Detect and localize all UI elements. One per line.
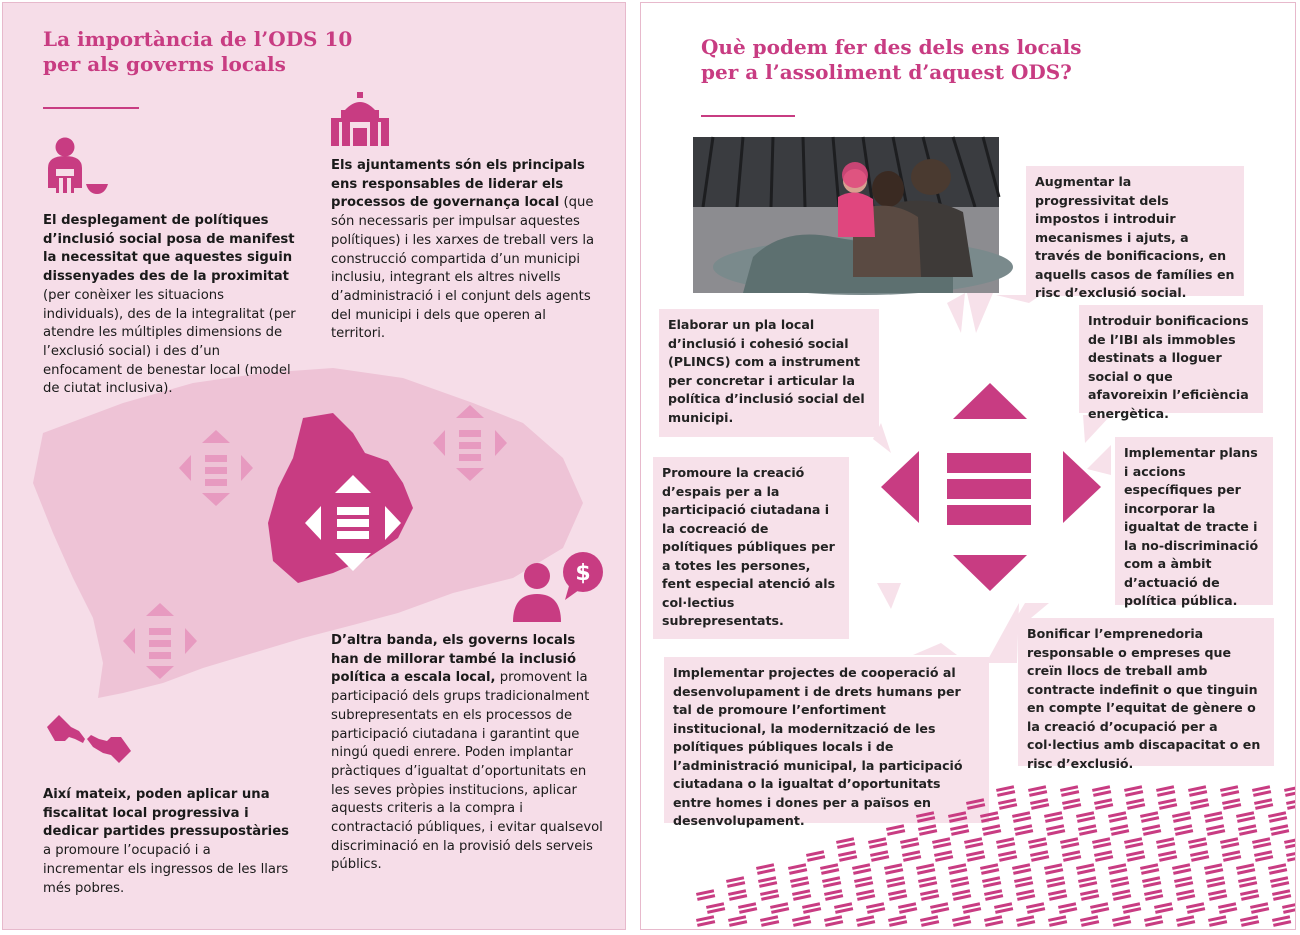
dash-mark: [1030, 850, 1049, 862]
left-block-4: [43, 786, 295, 898]
dash-mark: [920, 889, 939, 901]
dash-mark: [1126, 798, 1145, 810]
dash-mark: [1190, 798, 1209, 810]
dash-mark: [1220, 785, 1239, 797]
left-block-3-rest: promovent la participació dels grups tradicionalment subrepresentats en els processos de participació ciutadana i garantint que ningú quedi enrere. Poden implantar pràctiques d’igualtat d’oportunitats en les seves pròpies institucions, aplicar aquests criteris a la compra i contractació públiques, i evitar qualsevol discriminació en la provisió dels serveis públics.: [331, 670, 603, 873]
action-box-7: [659, 309, 879, 437]
dash-mark: [1058, 902, 1077, 914]
dash-mark: [1046, 824, 1065, 836]
left-title-line1: La importància de l’ODS 10: [43, 27, 353, 51]
dash-mark: [1142, 824, 1161, 836]
dash-mark: [916, 863, 935, 875]
dash-mark: [1014, 876, 1033, 888]
dash-mark: [1092, 785, 1111, 797]
dash-mark: [1026, 902, 1045, 914]
dash-mark: [1172, 863, 1191, 875]
dash-mark: [888, 915, 907, 927]
dash-mark: [918, 824, 937, 836]
dash-mark: [822, 876, 841, 888]
dash-mark: [900, 837, 919, 849]
dash-mark: [996, 785, 1015, 797]
dash-mark: [696, 889, 715, 901]
dash-mark: [1204, 811, 1223, 823]
dash-mark: [1112, 915, 1131, 927]
right-page: [640, 2, 1296, 930]
dash-mark: [1028, 785, 1047, 797]
action-box-6: [653, 457, 849, 639]
dash-mark: [1254, 798, 1273, 810]
dash-mark: [1282, 902, 1296, 914]
dash-mark: [806, 850, 825, 862]
left-title-line2: per als governs locals: [43, 52, 286, 76]
dash-mark: [884, 863, 903, 875]
dash-mark: [790, 876, 809, 888]
dash-mark: [1172, 811, 1191, 823]
dash-mark: [980, 811, 999, 823]
dash-mark: [888, 889, 907, 901]
dash-mark: [1236, 863, 1255, 875]
dash-mark: [952, 915, 971, 927]
dash-mark: [962, 902, 981, 914]
dash-mark: [1122, 902, 1141, 914]
dash-mark: [1236, 811, 1255, 823]
left-block-2-bold: Els ajuntaments són els principals ens responsables de liderar els processos de governança local: [331, 158, 585, 211]
dash-mark: [886, 824, 905, 836]
dash-mark: [932, 837, 951, 849]
dash-mark: [1044, 863, 1063, 875]
action-box-6-text: Promoure la creació d’espais per a la participació ciutadana i la cocreació de polítiques públiques per a totes les persones, fent especial atenció als col·lectius subrepresentats.: [662, 465, 836, 628]
left-block-1-bold: El desplegament de polítiques d’inclusió social posa de manifest la necessitat que aquestes siguin dissenyades des de la proximitat: [43, 213, 295, 285]
dash-mark: [1016, 915, 1035, 927]
dash-mark: [918, 876, 937, 888]
dash-mark: [1268, 863, 1287, 875]
dash-mark: [930, 902, 949, 914]
dash-mark: [1158, 798, 1177, 810]
dash-mark: [788, 863, 807, 875]
left-page: [2, 2, 626, 930]
dash-mark: [1016, 889, 1035, 901]
action-box-3: [1115, 437, 1273, 608]
dash-mark: [1238, 876, 1257, 888]
dash-mark: [1156, 837, 1175, 849]
dash-mark: [1204, 863, 1223, 875]
action-box-4-text: Bonificar l’emprenedoria responsable o empreses que creïn llocs de treball amb contracte indefinit o que tinguin en compte l’equitat de gènere o la creació d’ocupació per a col·lectius amb discapacitat o en risc d’exclusió.: [1027, 626, 1261, 771]
dash-mark: [998, 798, 1017, 810]
dash-mark: [1270, 876, 1289, 888]
dash-mark: [994, 902, 1013, 914]
dash-mark: [820, 863, 839, 875]
dash-mark: [1014, 824, 1033, 836]
dash-mark: [838, 850, 857, 862]
money-symbol: $: [575, 561, 591, 586]
dash-mark: [1076, 811, 1095, 823]
dash-mark: [1286, 850, 1296, 862]
giving-hands-icon: [45, 713, 133, 765]
dash-mark: [902, 850, 921, 862]
dash-mark: [1208, 915, 1227, 927]
dash-mark: [984, 889, 1003, 901]
action-box-1-text: Augmentar la progressivitat dels impostos i introduir mecanismes i ajuts, a través de bonificacions, en aquells casos de famílies en risc d’exclusió social.: [1035, 174, 1235, 300]
dash-mark: [1124, 837, 1143, 849]
dash-mark: [1220, 837, 1239, 849]
dash-mark: [1080, 915, 1099, 927]
dash-mark: [1272, 915, 1291, 927]
dash-mark: [1094, 850, 1113, 862]
dash-mark: [1090, 902, 1109, 914]
dash-mark: [948, 863, 967, 875]
dash-mark: [1076, 863, 1095, 875]
dash-mark: [1048, 889, 1067, 901]
dash-mark: [856, 889, 875, 901]
dash-mark: [1044, 811, 1063, 823]
dash-mark: [1176, 915, 1195, 927]
dash-mark: [834, 902, 853, 914]
dash-mark: [916, 811, 935, 823]
dash-mark: [952, 889, 971, 901]
dash-mark: [1062, 850, 1081, 862]
action-box-4: [1018, 618, 1274, 771]
dash-mark: [824, 915, 843, 927]
dash-mark: [886, 876, 905, 888]
dash-mark: [1156, 785, 1175, 797]
left-block-3: [331, 632, 606, 875]
action-box-2-text: Introduir bonificacions de l’IBI als immobles destinats a lloguer social o que afavoreixin l’eficiència energètica.: [1088, 313, 1249, 421]
dash-mark: [770, 902, 789, 914]
dash-mark: [1012, 811, 1031, 823]
dash-mark: [1060, 785, 1079, 797]
action-box-3-text: Implementar plans i accions específiques per incorporar la igualtat de tracte i la no-discriminació com a àmbit d’actuació de política pública.: [1124, 445, 1259, 608]
dash-mark: [966, 850, 985, 862]
dash-mark: [760, 915, 779, 927]
dash-mark: [1238, 824, 1257, 836]
dash-mark: [856, 915, 875, 927]
dash-mark: [934, 850, 953, 862]
dash-mark: [792, 915, 811, 927]
dash-mark: [984, 915, 1003, 927]
dash-mark: [1174, 824, 1193, 836]
dash-mark: [1126, 850, 1145, 862]
dash-mark: [1144, 915, 1163, 927]
dash-mark: [706, 902, 725, 914]
dash-mark: [1268, 811, 1287, 823]
dash-mark: [1030, 798, 1049, 810]
dash-mark: [726, 876, 745, 888]
dash-mark: [852, 863, 871, 875]
dash-mark: [1186, 902, 1205, 914]
dash-mark: [1110, 876, 1129, 888]
dash-mark: [824, 889, 843, 901]
dash-mark: [1188, 837, 1207, 849]
dash-mark: [866, 902, 885, 914]
dash-mark: [1140, 863, 1159, 875]
left-title: [43, 27, 352, 77]
city-hall-icon: [329, 92, 391, 148]
dash-mark: [792, 889, 811, 901]
person-in-need-icon: [43, 136, 113, 198]
dash-mark: [1012, 863, 1031, 875]
dash-mark: [1154, 902, 1173, 914]
left-block-4-rest: a promoure l’ocupació i a incrementar els ingressos de les llars més pobres.: [43, 843, 289, 896]
dash-mark: [1108, 811, 1127, 823]
dash-mark: [1078, 824, 1097, 836]
dash-mark: [870, 850, 889, 862]
dash-mark: [1144, 889, 1163, 901]
action-box-7-text: Elaborar un pla local d’inclusió i cohesió social (PLINCS) com a instrument per concretar i articular la política d’inclusió social del municipi.: [668, 317, 865, 425]
dash-mark: [868, 837, 887, 849]
dash-mark: [1094, 798, 1113, 810]
equality-dash-pattern: [696, 785, 1296, 930]
action-box-2: [1079, 305, 1263, 421]
dash-mark: [950, 824, 969, 836]
dash-mark: [1048, 915, 1067, 927]
dash-mark: [998, 850, 1017, 862]
dash-mark: [898, 902, 917, 914]
dash-mark: [738, 902, 757, 914]
dash-mark: [1254, 850, 1273, 862]
dash-mark: [966, 798, 985, 810]
dash-mark: [1092, 837, 1111, 849]
dash-mark: [1046, 876, 1065, 888]
left-block-2: [331, 157, 596, 344]
dash-mark: [1286, 798, 1296, 810]
dash-mark: [760, 889, 779, 901]
dash-mark: [980, 863, 999, 875]
dash-mark: [1206, 876, 1225, 888]
dash-mark: [996, 837, 1015, 849]
dash-mark: [1124, 785, 1143, 797]
dash-mark: [1272, 889, 1291, 901]
dash-mark: [758, 876, 777, 888]
dash-mark: [920, 915, 939, 927]
dash-mark: [1188, 785, 1207, 797]
right-title-line2: per a l’assoliment d’aquest ODS?: [701, 60, 1072, 84]
dash-mark: [1284, 785, 1296, 797]
dash-mark: [1078, 876, 1097, 888]
dash-mark: [1284, 837, 1296, 849]
dash-mark: [1240, 915, 1259, 927]
left-block-2-rest: (que són necessaris per impulsar aquestes polítiques) i les xarxes de treball vers la construcció compartida d’un municipi inclusiu, integrant els altres nivells d’administració i el conjunt dels agents del municipi i dels que operen al territori.: [331, 195, 595, 342]
dash-mark: [1190, 850, 1209, 862]
dash-mark: [854, 876, 873, 888]
dash-mark: [1218, 902, 1237, 914]
left-block-1: [43, 212, 298, 399]
dash-mark: [1062, 798, 1081, 810]
dash-mark: [1250, 902, 1269, 914]
right-title-line1: Què podem fer des dels ens locals: [701, 35, 1082, 59]
dash-mark: [1060, 837, 1079, 849]
left-block-4-bold: Així mateix, poden aplicar una fiscalitat local progressiva i dedicar partides pressupostàries: [43, 787, 289, 840]
dash-mark: [1140, 811, 1159, 823]
person-money-icon: [513, 552, 609, 622]
dash-mark: [728, 915, 747, 927]
dash-mark: [1110, 824, 1129, 836]
left-block-1-rest: (per conèixer les situacions individuals), des de la integralitat (per atendre les múltiples dimensions de l’exclusió social) i des d’un enfocament de benestar local (model de ciutat inclusiva).: [43, 287, 296, 397]
dash-mark: [1142, 876, 1161, 888]
dash-mark: [1176, 889, 1195, 901]
dash-mark: [982, 876, 1001, 888]
dash-mark: [1270, 824, 1289, 836]
dash-mark: [948, 811, 967, 823]
dash-mark: [696, 915, 715, 927]
dash-mark: [1222, 850, 1241, 862]
left-block-3-bold: D’altra banda, els governs locals han de millorar també la inclusió política a escala local,: [331, 633, 577, 686]
dash-mark: [950, 876, 969, 888]
dash-mark: [802, 902, 821, 914]
dash-mark: [1158, 850, 1177, 862]
dash-mark: [1080, 889, 1099, 901]
dash-mark: [1222, 798, 1241, 810]
dash-mark: [728, 889, 747, 901]
dash-mark: [756, 863, 775, 875]
action-box-1: [1026, 166, 1244, 300]
dash-mark: [1252, 837, 1271, 849]
dash-mark: [1240, 889, 1259, 901]
dash-mark: [1208, 889, 1227, 901]
dash-mark: [1028, 837, 1047, 849]
dash-mark: [982, 824, 1001, 836]
dash-mark: [1108, 863, 1127, 875]
dash-mark: [1252, 785, 1271, 797]
left-title-rule: [43, 107, 139, 109]
dash-mark: [1174, 876, 1193, 888]
dash-mark: [1206, 824, 1225, 836]
action-box-5-text: Implementar projectes de cooperació al desenvolupament i de drets humans per tal de promoure l’enfortiment institucional, la modernització de les polítiques públiques locals i de l’administració municipal, la participació ciutadana o la igualtat d’oportunitats entre homes i dones per a països en desenvolupament.: [673, 665, 963, 828]
dash-mark: [1112, 889, 1131, 901]
dash-mark: [836, 837, 855, 849]
dash-mark: [964, 837, 983, 849]
